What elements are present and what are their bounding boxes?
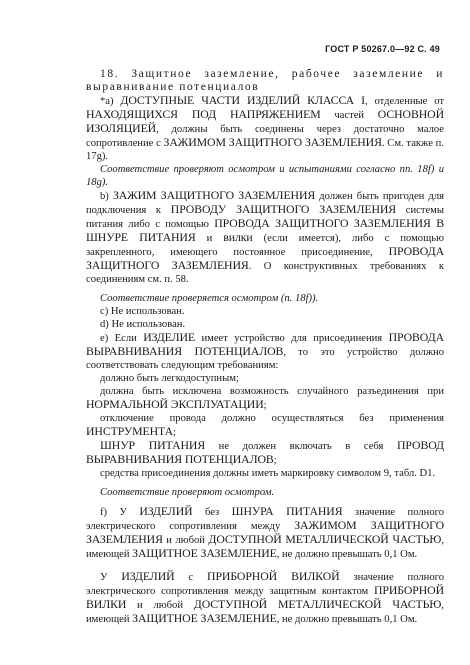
text-run: , не должно превышать 0,1 Ом. (276, 549, 418, 560)
text-run: значение полного электрического сопротивления между защитным контактом (86, 572, 444, 597)
paragraph-f (86, 505, 444, 561)
defined-term: ПРОВОДА ЗАЩИТНОГО ЗАЗЕМЛЕНИЯ В ШНУРЕ ПИТАНИЯ (86, 216, 444, 244)
text-run: и любой (126, 600, 194, 611)
defined-term: НОРМАЛЬНОЙ ЭКСПЛУАТАЦИИ (86, 397, 264, 411)
compliance-note-b (86, 292, 444, 305)
defined-term: ПРИБОРНОЙ ВИЛКИ (86, 583, 444, 611)
text-run: , отделенные от (364, 96, 444, 107)
text-run: и любой (162, 535, 209, 546)
paragraph-d: d) Не использован. (100, 319, 186, 330)
text-run: . О конструктивных требованиях к соединениям см. п. 58. (86, 261, 444, 285)
paragraph-c: с) Не использован. (100, 306, 185, 317)
requirement-item (86, 412, 444, 439)
defined-term: ИЗДЕЛИЙ (121, 569, 175, 583)
text-run: ; (173, 427, 176, 438)
text-run: не должен включать в себя (205, 441, 397, 452)
text-run: частей (320, 110, 378, 121)
text-run: , должны быть соединены через достаточно малое сопротивление с (86, 124, 444, 149)
italic-note: Соответствие проверяют осмотром и испытаниями согласно пп. 18f) и 18g). (86, 164, 444, 188)
defined-term: ЗАЩИТНОЕ ЗАЗЕМЛЕНИЕ (132, 546, 277, 560)
text-run: значение полного электрического сопротивления между (86, 507, 444, 532)
requirement-item (86, 385, 444, 412)
defined-term: НАХОДЯЩИХСЯ ПОД НАПРЯЖЕНИЕМ (86, 107, 321, 121)
text-run: с (174, 572, 208, 583)
requirement-item: средства присоединения должны иметь маркировку символом 9, табл. D1. (100, 468, 436, 479)
text-run: ; (263, 400, 267, 411)
defined-term: вилки (223, 230, 253, 244)
defined-term: ЗАЖИМОМ ЗАЩИТНОГО ЗАЗЕМЛЕНИЯ (163, 135, 382, 149)
defined-term: ИЗДЕЛИЕ (143, 330, 196, 344)
defined-term: ПРОВОДА ВЫРАВНИВАНИЯ ПОТЕНЦИАЛОВ (86, 330, 445, 358)
defined-term: ДОСТУПНОЙ МЕТАЛЛИЧЕСКОЙ ЧАСТЬЮ (208, 532, 442, 546)
italic-note: Соответствие проверяют осмотром. (100, 487, 275, 498)
text-run: без (192, 507, 232, 518)
defined-term: ПРОВОД ВЫРАВНИВАНИЯ ПОТЕНЦИАЛОВ (86, 438, 444, 466)
page-header: ГОСТ Р 50267.0—92 С. 49 (325, 44, 440, 54)
compliance-note-a (86, 163, 444, 189)
requirement-item: должно быть легкодоступным; (100, 373, 239, 384)
text-run: , не должно превышать 0,1 Ом. (276, 614, 418, 625)
defined-term: ИНСТРУМЕНТА (86, 424, 173, 438)
italic-note: Соответствие проверяется осмотром (п. 18f)). (100, 293, 319, 304)
text-run: системы питания либо с помощью (86, 205, 444, 230)
paragraph-e (86, 331, 444, 372)
paragraph-a (86, 94, 444, 163)
text-run: имеет устройство для присоединения (195, 333, 389, 344)
section-title: 18. Защитное заземление, рабочее заземление и выравнивание потенциалов (86, 68, 444, 93)
defined-term: ОСНОВНОЙ ИЗОЛЯЦИЕЙ (86, 107, 444, 135)
paragraph-b (86, 189, 444, 286)
requirement-item (86, 439, 444, 467)
text-run: . См. также п. 17g). (86, 138, 444, 162)
paragraph-f-2 (86, 570, 444, 626)
text-run: , имеющей (86, 535, 444, 560)
defined-term: ДОСТУПНОЙ МЕТАЛЛИЧЕСКОЙ ЧАСТЬЮ (193, 597, 442, 611)
text-run: b) (100, 191, 113, 202)
text-run: отключение провода должно осуществляться без применения (100, 413, 444, 424)
defined-term: ЗАЩИТНОЕ ЗАЗЕМЛЕНИЕ (132, 611, 277, 625)
defined-term: ПРОВОДУ ЗАЩИТНОГО ЗАЗЕМЛЕНИЯ (170, 202, 397, 216)
document-body (86, 68, 444, 626)
text-run: е) Если (100, 333, 144, 344)
compliance-note-e (86, 486, 444, 499)
text-run: (если имеется), либо с помощью закрепленного, имеющего постоянное присоединение, (86, 233, 445, 258)
text-run: , то это устройство должно соответствовать следующим требованиям: (86, 347, 444, 371)
text-run: *а) (100, 96, 121, 107)
defined-term: ЗАЖИМ ЗАЩИТНОГО ЗАЗЕМЛЕНИЯ (112, 188, 316, 202)
text-run: ; (273, 455, 277, 466)
defined-term: ШНУРА ПИТАНИЯ (231, 504, 343, 518)
text-run: , имеющей (86, 600, 444, 625)
text-run: У (100, 572, 122, 583)
defined-term: ПРИБОРНОЙ ВИЛКОЙ (207, 569, 340, 583)
defined-term: ИЗДЕЛИЙ (139, 504, 193, 518)
text-run: должна быть исключена возможность случайного разъединения при (100, 386, 444, 397)
defined-term: ЗАЖИМОМ ЗАЩИТНОГО ЗАЗЕМЛЕНИЯ (86, 518, 445, 546)
text-run: должен быть пригоден для подключения к (86, 191, 444, 216)
text-run: f) У (100, 507, 140, 518)
defined-term: ДОСТУПНЫЕ ЧАСТИ ИЗДЕЛИЙ КЛАССА I (120, 93, 365, 107)
defined-term: ПРОВОДА ЗАЩИТНОГО ЗАЗЕМЛЕНИЯ (86, 244, 444, 272)
text-run: и (195, 233, 224, 244)
defined-term: ШНУР ПИТАНИЯ (100, 438, 206, 452)
